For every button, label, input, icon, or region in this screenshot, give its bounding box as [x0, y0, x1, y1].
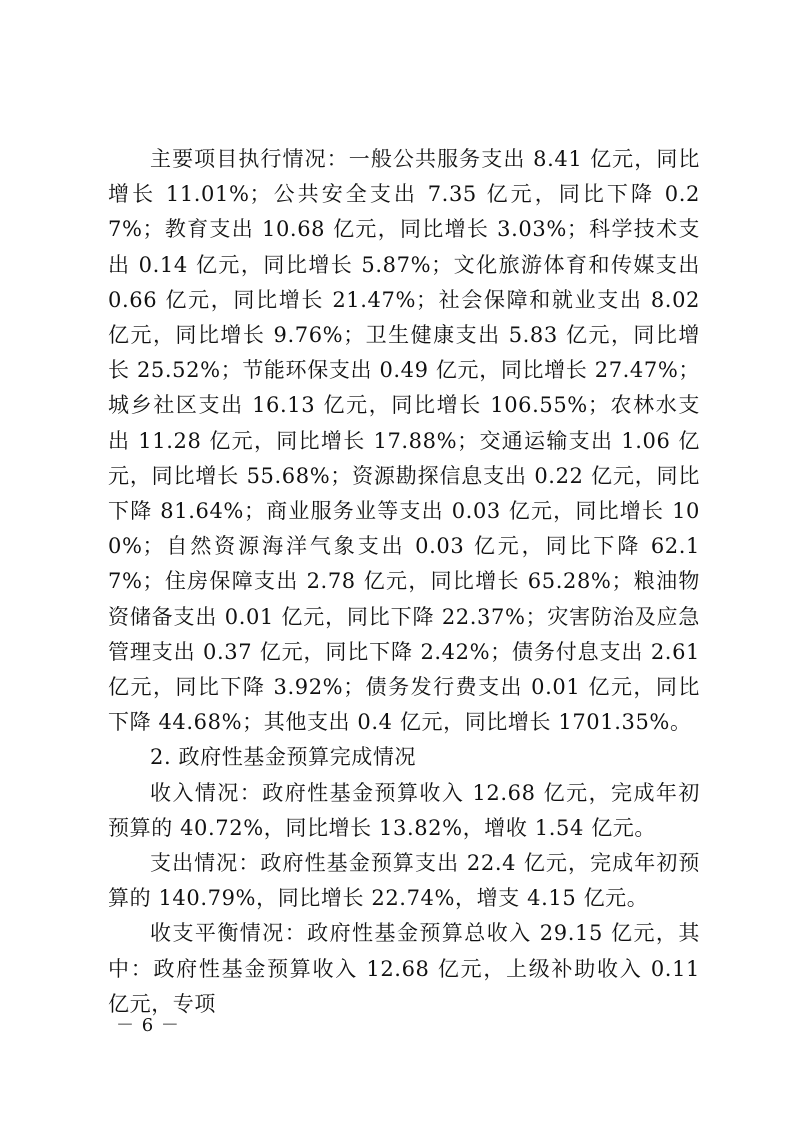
expenditure-items-paragraph: 主要项目执行情况：一般公共服务支出 8.41 亿元，同比增长 11.01%；公共安全支出 7.35 亿元，同比下降 0.27%；教育支出 10.68 亿元，同比增长 3.03%；科学技术支出 0.14 亿元，同比增长 5.87%；文化旅游体育和传媒支出 0.66 亿元，同比增长 21.47%；社会保障和就业支出 8.02 亿元，同比增长 9.76%；卫生健康支出 5.83 亿元，同比增长 25.52%；节能环保支出 0.49 亿元，同比增长 27.47%；城乡社区支出 16.13 亿元，同比增长 106.55%；农林水支出 11.28 亿元，同比增长 17.88%；交通运输支出 1.06 亿元，同比增长 55.68%；资源勘探信息支出 0.22 亿元，同比下降 81.64%；商业服务业等支出 0.03 亿元，同比增长 100%；自然资源海洋气象支出 0.03 亿元，同比下降 62.17%；住房保障支出 2.78 亿元，同比增长 65.28%；粮油物资储备支出 0.01 亿元，同比下降 22.37%；灾害防治及应急管理支出 0.37 亿元，同比下降 2.42%；债务付息支出 2.61 亿元，同比下降 3.92%；债务发行费支出 0.01 亿元，同比下降 44.68%；其他支出 0.4 亿元，同比增长 1701.35%。: [108, 147, 700, 735]
balance-paragraph: 收支平衡情况：政府性基金预算总收入 29.15 亿元，其中：政府性基金预算收入 12.68 亿元，上级补助收入 0.11 亿元，专项: [108, 921, 700, 1016]
section-heading: 2. 政府性基金预算完成情况: [150, 745, 417, 770]
expenditure-paragraph: 支出情况：政府性基金预算支出 22.4 亿元，完成年初预算的 140.79%，同比增长 22.74%，增支 4.15 亿元。: [108, 851, 700, 911]
income-paragraph: 收入情况：政府性基金预算收入 12.68 亿元，完成年初预算的 40.72%，同比增长 13.82%，增收 1.54 亿元。: [108, 780, 700, 840]
page-number: － 6 －: [116, 1015, 180, 1036]
document-body: [108, 142, 700, 1022]
